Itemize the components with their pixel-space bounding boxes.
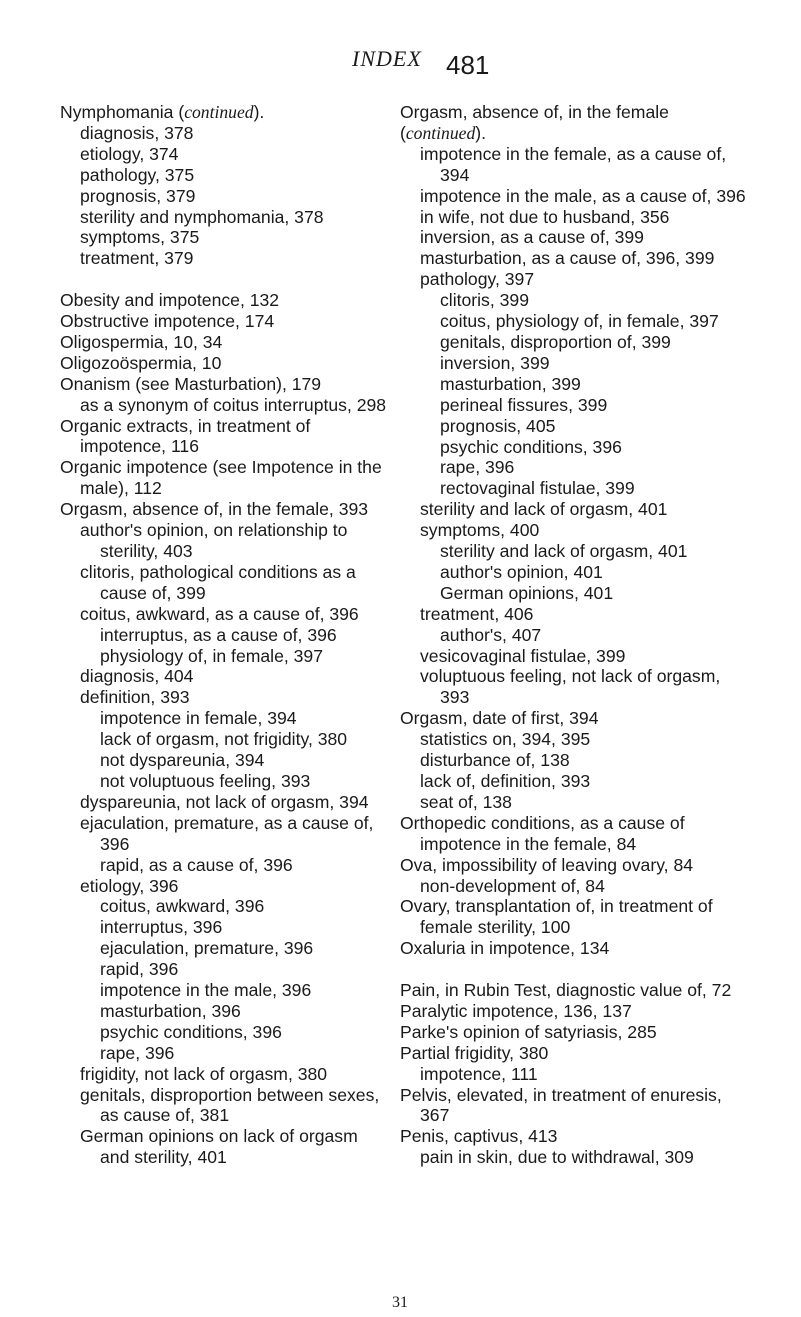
- index-entry: prognosis, 379: [80, 185, 196, 206]
- index-entry: Orthopedic conditions, as a cause of impotence in the female, 84: [400, 812, 685, 854]
- index-entry: non-development of, 84: [420, 875, 605, 896]
- index-entry: genitals, disproportion of, 399: [440, 331, 671, 352]
- index-entry: Organic extracts, in treatment of impotence, 116: [60, 415, 311, 457]
- running-title: INDEX: [352, 46, 422, 71]
- index-entry: definition, 393: [80, 687, 190, 708]
- index-entry: rape, 396: [440, 457, 515, 478]
- index-entry: Parke's opinion of satyriasis, 285: [400, 1021, 657, 1042]
- index-entry: masturbation, 396: [100, 1000, 241, 1021]
- index-column-left: [60, 102, 390, 1168]
- index-entry: Nymphomania (continued).: [60, 102, 265, 122]
- entry-gap: [60, 269, 390, 290]
- index-entry: interruptus, 396: [100, 917, 223, 938]
- index-entry: etiology, 396: [80, 875, 179, 896]
- index-entry: prognosis, 405: [440, 415, 556, 436]
- index-entry: statistics on, 394, 395: [420, 729, 591, 750]
- index-entry: seat of, 138: [420, 791, 512, 812]
- index-entry: as a synonym of coitus interruptus, 298: [80, 394, 387, 415]
- index-entry: sterility and lack of orgasm, 401: [420, 499, 668, 520]
- index-entry: not dyspareunia, 394: [100, 750, 265, 771]
- index-entry: treatment, 406: [420, 603, 534, 624]
- index-entry: rapid, 396: [100, 959, 179, 980]
- index-entry: clitoris, pathological conditions as a cause of, 399: [80, 561, 356, 603]
- index-entry: vesicovaginal fistulae, 399: [420, 645, 626, 666]
- index-entry: Orgasm, absence of, in the female, 393: [60, 499, 369, 520]
- index-entry: pain in skin, due to withdrawal, 309: [420, 1147, 694, 1168]
- index-entry: coitus, awkward, 396: [100, 896, 265, 917]
- index-entry: diagnosis, 404: [80, 666, 194, 687]
- continued-marker: continued: [184, 102, 254, 122]
- index-entry: dyspareunia, not lack of orgasm, 394: [80, 791, 369, 812]
- index-entry: impotence in female, 394: [100, 708, 297, 729]
- index-entry: ejaculation, premature, as a cause of, 396: [80, 812, 374, 854]
- index-entry: clitoris, 399: [440, 290, 529, 311]
- continued-marker: continued: [405, 122, 476, 143]
- index-entry: Obstructive impotence, 174: [60, 311, 275, 332]
- index-entry: rapid, as a cause of, 396: [100, 854, 293, 875]
- index-entry: coitus, awkward, as a cause of, 396: [80, 603, 359, 624]
- index-entry: Partial frigidity, 380: [400, 1042, 549, 1063]
- index-entry: author's, 407: [440, 624, 542, 645]
- index-entry: Organic impotence (see Impotence in the male), 112: [60, 457, 382, 499]
- index-entry: German opinions on lack of orgasm and sterility, 401: [80, 1126, 358, 1168]
- index-entry: inversion, 399: [440, 352, 550, 373]
- index-entry: frigidity, not lack of orgasm, 380: [80, 1063, 328, 1084]
- index-entry: impotence in the male, as a cause of, 396: [420, 185, 746, 206]
- index-entry: Penis, captivus, 413: [400, 1126, 558, 1147]
- index-entry: impotence, 111: [420, 1063, 538, 1084]
- entry-gap: [400, 959, 746, 980]
- index-entry: author's opinion, 401: [440, 561, 603, 582]
- index-entry: Orgasm, absence of, in the female: [400, 102, 669, 122]
- index-entry: Pelvis, elevated, in treatment of enuresis, 367: [400, 1084, 722, 1126]
- index-entry: ejaculation, premature, 396: [100, 938, 314, 959]
- index-entry: Ova, impossibility of leaving ovary, 84: [400, 854, 694, 875]
- index-entry: disturbance of, 138: [420, 750, 570, 771]
- index-entry: Ovary, transplantation of, in treatment of female sterility, 100: [400, 896, 713, 938]
- index-entry: Obesity and impotence, 132: [60, 290, 280, 311]
- index-column-right: [400, 102, 746, 1168]
- index-entry: Oligozoöspermia, 10: [60, 352, 222, 373]
- index-entry: sterility and lack of orgasm, 401: [440, 541, 688, 562]
- index-entry: pathology, 397: [420, 269, 535, 290]
- index-entry: psychic conditions, 396: [100, 1021, 282, 1042]
- index-entry: author's opinion, on relationship to sterility, 403: [80, 520, 348, 562]
- index-entry: masturbation, as a cause of, 396, 399: [420, 248, 715, 269]
- index-entry: (continued).: [400, 122, 486, 143]
- index-entry: Paralytic impotence, 136, 137: [400, 1000, 632, 1021]
- index-entry: psychic conditions, 396: [440, 436, 622, 457]
- index-entry: masturbation, 399: [440, 373, 581, 394]
- index-entry: treatment, 379: [80, 248, 194, 269]
- signature-mark: 31: [392, 1294, 408, 1311]
- index-entry: perineal fissures, 399: [440, 394, 608, 415]
- index-entry: etiology, 374: [80, 143, 179, 164]
- index-entry: lack of orgasm, not frigidity, 380: [100, 729, 348, 750]
- index-entry: Orgasm, date of first, 394: [400, 708, 599, 729]
- index-entry: inversion, as a cause of, 399: [420, 227, 644, 248]
- index-entry: impotence in the female, as a cause of, 394: [420, 143, 727, 185]
- index-entry: rape, 396: [100, 1042, 175, 1063]
- page-header: [0, 44, 801, 84]
- index-entry: diagnosis, 378: [80, 122, 194, 143]
- index-entry: lack of, definition, 393: [420, 771, 591, 791]
- index-entry: symptoms, 375: [80, 227, 200, 248]
- index-entry: Onanism (see Masturbation), 179: [60, 373, 322, 394]
- page-number: 481: [446, 50, 490, 80]
- index-entry: in wife, not due to husband, 356: [420, 206, 670, 227]
- index-entry: impotence in the male, 396: [100, 980, 312, 1001]
- index-entry: coitus, physiology of, in female, 397: [440, 311, 719, 332]
- index-entry: physiology of, in female, 397: [100, 645, 323, 666]
- index-entry: Oxaluria in impotence, 134: [400, 938, 610, 959]
- index-entry: pathology, 375: [80, 164, 195, 185]
- index-entry: rectovaginal fistulae, 399: [440, 478, 635, 499]
- index-entry: interruptus, as a cause of, 396: [100, 624, 337, 645]
- index-entry: genitals, disproportion between sexes, as cause of, 381: [80, 1084, 380, 1126]
- index-entry: symptoms, 400: [420, 520, 540, 541]
- index-entry: German opinions, 401: [440, 582, 614, 603]
- index-entry: not voluptuous feeling, 393: [100, 770, 311, 791]
- index-entry: voluptuous feeling, not lack of orgasm, 393: [420, 666, 721, 708]
- index-entry: Oligospermia, 10, 34: [60, 331, 223, 352]
- index-entry: Pain, in Rubin Test, diagnostic value of, 72: [400, 980, 732, 1001]
- index-entry: sterility and nymphomania, 378: [80, 206, 324, 227]
